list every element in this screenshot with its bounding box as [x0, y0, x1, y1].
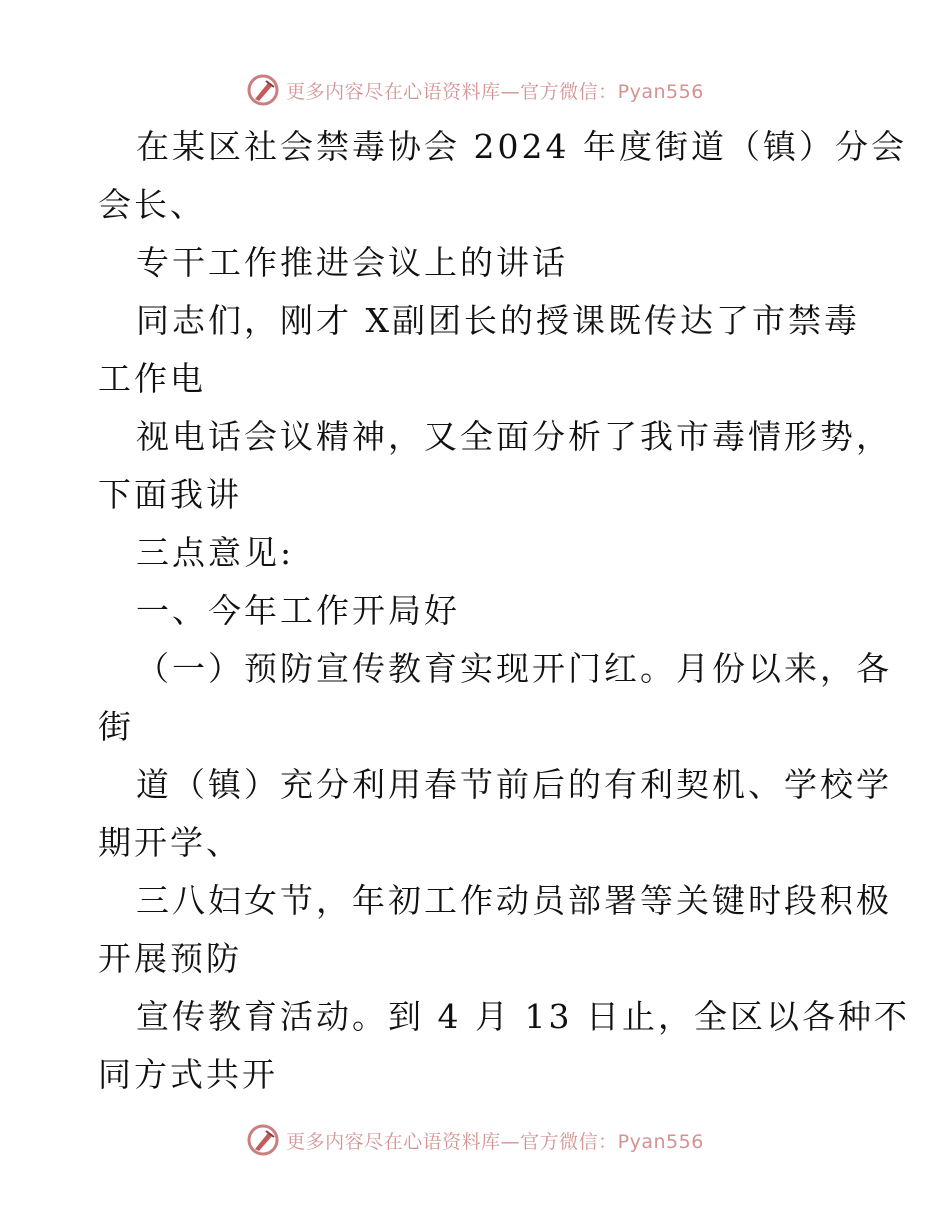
text-line: 三八妇女节，年初工作动员部署等关键时段积极: [136, 881, 892, 920]
text-line: （一）预防宣传教育实现开门红。月份以来，各: [136, 649, 892, 688]
text-line: 道（镇）充分利用春节前后的有利契机、学校学: [136, 765, 892, 804]
text-line: 视电话会议精神，又全面分析了我市毒情形势，: [136, 417, 892, 456]
pen-circle-logo-icon: [246, 1123, 280, 1157]
text-line: 同志们，刚才 X副团长的授课既传达了市禁毒: [136, 301, 860, 340]
text-line: 街: [98, 707, 134, 746]
watermark-footer: [0, 1120, 950, 1160]
watermark-header: [0, 70, 950, 110]
pen-circle-logo-icon: [246, 73, 280, 107]
text-line: 专干工作推进会议上的讲话: [136, 243, 568, 282]
text-line: 会长、: [98, 185, 206, 224]
text-line: 宣传教育活动。到 4 月 13 日止，全区以各种不: [136, 997, 910, 1036]
text-line: 期开学、: [98, 823, 242, 862]
document-body: [98, 118, 910, 1104]
watermark-text: 更多内容尽在心语资料库—官方微信：Pyan556: [286, 1130, 704, 1153]
watermark-text: 更多内容尽在心语资料库—官方微信：Pyan556: [286, 80, 704, 103]
text-line: 下面我讲: [98, 475, 242, 514]
text-line: 同方式共开: [98, 1055, 278, 1094]
text-line: 开展预防: [98, 939, 242, 978]
text-line: 三点意见:: [136, 533, 295, 572]
section-heading: 一、今年工作开局好: [136, 591, 460, 630]
text-line: 工作电: [98, 359, 206, 398]
text-line: 在某区社会禁毒协会 2024 年度街道（镇）分会: [136, 127, 907, 166]
